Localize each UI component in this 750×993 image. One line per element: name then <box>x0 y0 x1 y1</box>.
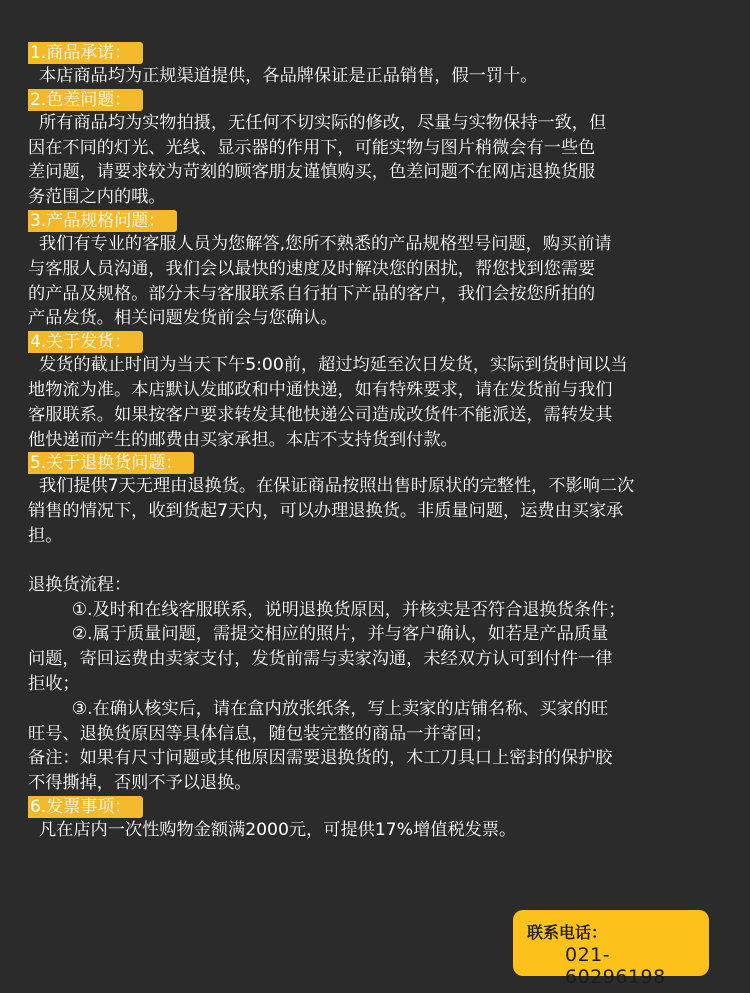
section-title: 3.产品规格问题： <box>28 210 177 232</box>
section-title: 4.关于发货： <box>28 331 143 353</box>
process-line: ①.及时和在线客服联系，说明退换货原因，并核实是否符合退换货条件； <box>28 599 626 620</box>
section-returns <box>28 452 728 548</box>
section-product-spec <box>28 210 728 331</box>
spacer <box>28 549 728 573</box>
process-line: 拒收； <box>28 673 80 694</box>
section-text-line: 因在不同的灯光、光线、显示器的作用下，可能实物与图片稍微会有一些色 <box>28 137 596 158</box>
contact-phone[interactable]: 021-60296198 <box>565 944 666 988</box>
policy-document <box>28 42 728 843</box>
section-text-line: 我们有专业的客服人员为您解答,您所不熟悉的产品规格型号问题，购买前请 <box>28 233 612 254</box>
contact-label: 联系电话： <box>527 923 608 942</box>
section-title: 6.发票事项： <box>28 796 143 818</box>
section-text-line: 差问题，请要求较为苛刻的顾客朋友谨慎购买，色差问题不在网店退换货服 <box>28 162 596 183</box>
section-text-line: 发货的截止时间为当天下午5:00前，超过均延至次日发货，实际到货时间以当 <box>28 355 628 376</box>
section-shipping <box>28 331 728 452</box>
section-text-line: 所有商品均为实物拍摄，无任何不切实际的修改，尽量与实物保持一致，但 <box>28 112 607 133</box>
section-title: 1.商品承诺： <box>28 42 143 64</box>
section-text-line: 务范围之内的哦。 <box>28 187 166 208</box>
return-process <box>28 573 728 796</box>
process-line: 旺号、退换货原因等具体信息，随包装完整的商品一并寄回； <box>28 723 493 744</box>
section-text-line: 地物流为准。本店默认发邮政和中通快递，如有特殊要求，请在发货前与我们 <box>28 379 613 400</box>
section-text-line: 我们提供7天无理由退换货。在保证商品按照出售时原状的完整性，不影响二次 <box>28 476 635 497</box>
section-promise <box>28 42 728 89</box>
section-text-line: 与客服人员沟通，我们会以最快的速度及时解决您的困扰，帮您找到您需要 <box>28 258 596 279</box>
process-line: ③.在确认核实后，请在盒内放张纸条，写上卖家的店铺名称、买家的旺 <box>28 698 609 719</box>
section-text-line: 本店商品均为正规渠道提供，各品牌保证是正品销售，假一罚十。 <box>28 66 538 86</box>
section-invoice <box>28 796 728 843</box>
contact-box <box>513 910 709 988</box>
section-text-line: 销售的情况下，收到货起7天内，可以办理退换货。非质量问题，运费由买家承 <box>28 501 624 522</box>
section-title: 2.色差问题： <box>28 89 143 111</box>
section-title: 5.关于退换货问题： <box>28 452 194 474</box>
section-text-line: 产品发货。相关问题发货前会与您确认。 <box>28 308 338 329</box>
process-line: 不得撕掉，否则不予以退换。 <box>28 773 252 794</box>
process-line: 退换货流程： <box>28 574 132 595</box>
process-line: ②.属于质量问题，需提交相应的照片，并与客户确认，如若是产品质量 <box>28 624 609 645</box>
section-color-difference <box>28 89 728 210</box>
section-text-line: 的产品及规格。部分未与客服联系自行拍下产品的客户，我们会按您所拍的 <box>28 283 596 304</box>
section-text-line: 他快递而产生的邮费由买家承担。本店不支持货到付款。 <box>28 429 458 450</box>
section-text-line: 客服联系。如果按客户要求转发其他快递公司造成改货件不能派送，需转发其 <box>28 404 613 425</box>
process-line: 备注：如果有尺寸问题或其他原因需要退换货的，木工刀具口上密封的保护胶 <box>28 748 613 769</box>
section-text-line: 担。 <box>28 525 63 546</box>
section-text-line: 凡在店内一次性购物金额满2000元，可提供17%增值税发票。 <box>28 819 517 840</box>
process-line: 问题，寄回运费由卖家支付，发货前需与卖家沟通，未经双方认可到付件一律 <box>28 649 613 670</box>
